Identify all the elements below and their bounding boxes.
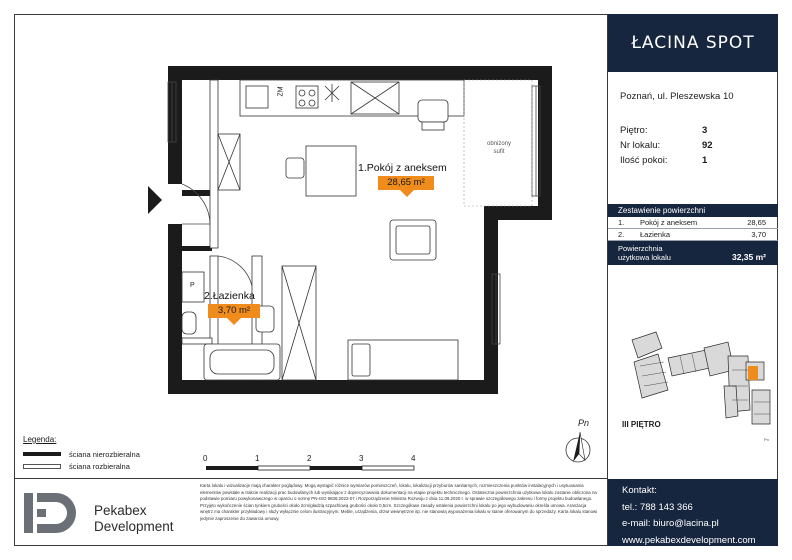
contact-title: Kontakt: <box>622 485 657 496</box>
contact-email[interactable]: e-mail: biuro@lacina.pl <box>622 518 719 529</box>
dining-table <box>286 146 356 196</box>
scale-tick-label: 4 <box>411 454 416 463</box>
contact-website[interactable]: www.pekabexdevelopment.com <box>622 534 756 546</box>
apartment-facts <box>620 123 770 168</box>
hall-wardrobe <box>282 266 316 380</box>
appliance-label: ZM <box>277 86 285 97</box>
legend-swatch-thick <box>23 452 61 456</box>
fridge-label: P <box>190 282 195 289</box>
scale-tick-label: 2 <box>307 454 312 463</box>
floor-plan-drawing <box>146 66 560 394</box>
frame-divider-horizontal <box>14 478 607 479</box>
total-value: 32,35 m² <box>731 252 766 262</box>
area-badge-living: 28,65 m² <box>378 176 434 190</box>
area-summary-row <box>608 217 778 229</box>
legend-item-label: ściana rozbieralna <box>69 461 130 471</box>
legend-item-removable <box>23 460 183 472</box>
brand-name: ŁACINA SPOT <box>631 33 755 53</box>
fact-row-room-count <box>620 153 770 168</box>
badge-pointer-bathroom <box>227 318 241 326</box>
ceiling-note-line-2: sufit <box>493 149 505 155</box>
row-room-area: 28,65 <box>747 218 766 227</box>
ceiling-note-line-1: obniżony <box>486 141 512 147</box>
row-room-name: Pokój z aneksem <box>640 218 698 227</box>
scale-tick-label: 0 <box>203 454 208 463</box>
fact-row-floor <box>620 123 770 138</box>
compass-icon <box>560 428 596 468</box>
fact-label: Nr lokalu: <box>620 140 661 151</box>
scale-tick-label: 3 <box>359 454 364 463</box>
fact-value: 92 <box>702 140 713 151</box>
armchair <box>390 220 436 260</box>
fact-label: Ilość pokoi: <box>620 155 668 166</box>
partition-walls <box>182 80 262 380</box>
total-label <box>618 244 671 262</box>
total-label-line-1: Powierzchnia <box>618 244 663 253</box>
fact-label: Piętro: <box>620 125 648 136</box>
row-number: 1. <box>618 218 625 227</box>
disclaimer: Karta lokalu i wizualizacje mają charakter poglądowy. Mogą wystąpić różnice wymiarów pomieszczeń, lokalu, lokalizacji przyborów sanitarnych, rozmieszczenia punktów instalacyjnych i usytuowania elementów powstałe w trakcie realizacji prac budowlanych lub wynikające z doprecyzowania dokumentacji na etapie projektu technicznego. Ostateczna powierzchnia użytkowa lokalu zostanie obliczona na podstawie pomiaru powykonawczego w oparciu o normę PN-ISO 9836:2022-07 i Rozporządzenie Ministra Rozwoju z dnia 11.09.2020 r. w sprawie szczegółowego zakresu i formy projektu budowlanego. Przyjęto wykończenie ścian tynkiem grubości około 2cm/gładzią szpachlową grubości około 0,5cm. Szczegółowe zasady ustalenia powierzchni lokalu po jego wybudowaniu określa umowa. Aranżacja wnętrz ma charakter przykładowy i służy wyłącznie celom ilustracyjnym. Meble, urządzenia, drzwi wewnętrzne itp. nie stanowią wyposażenia lokalu w stanie oferowanym do sprzedaży. Karta lokalu stanowi jedynie zaproszenie do zawarcia umowy. <box>200 483 598 521</box>
key-plan-north-label: Pn <box>764 437 769 442</box>
area-summary-row <box>608 229 778 241</box>
company-name <box>94 503 174 535</box>
floor-label: III PIĘTRO <box>622 420 661 429</box>
address: Poznań, ul. Pleszewska 10 <box>620 91 734 102</box>
fact-value: 3 <box>702 125 708 136</box>
row-number: 2. <box>618 230 625 239</box>
bathroom-fixtures <box>182 272 280 380</box>
area-summary-header: Zestawienie powierzchni <box>608 204 778 217</box>
contact-phone[interactable]: tel.: 788 143 366 <box>622 501 693 513</box>
north-label: Pn <box>578 418 590 428</box>
brand-header <box>608 14 778 72</box>
company-name-line-1: Pekabex <box>94 503 147 518</box>
legend-swatch-thin <box>23 464 61 469</box>
wardrobe <box>218 134 240 190</box>
room-label-living: 1.Pokój z aneksem <box>358 162 447 174</box>
total-label-line-2: użytkowa lokalu <box>618 253 671 262</box>
area-badge-bathroom: 3,70 m² <box>208 304 260 318</box>
legend-title: Legenda: <box>23 435 57 444</box>
row-room-area: 3,70 <box>751 230 766 239</box>
pekabex-logo-icon <box>22 491 86 535</box>
ceiling-note <box>474 140 524 156</box>
desk-chair <box>418 100 448 130</box>
legend-item-label: ściana nierozbieralna <box>69 449 140 459</box>
entrance-arrow-icon <box>148 186 162 214</box>
scale-bar <box>200 454 430 478</box>
legend <box>23 435 183 472</box>
room-label-bathroom: 2.Łazienka <box>204 290 255 302</box>
fact-value: 1 <box>702 155 708 166</box>
row-room-name: Łazienka <box>640 230 671 239</box>
scale-tick-label: 1 <box>255 454 260 463</box>
company-name-line-2: Development <box>94 519 174 534</box>
bathroom-door <box>218 256 252 286</box>
badge-pointer-living <box>400 190 414 198</box>
contact-box <box>608 479 778 546</box>
fact-row-unit-number <box>620 138 770 153</box>
scale-bar-graphic <box>200 454 430 478</box>
floor-plan <box>146 66 560 394</box>
bed <box>348 340 458 380</box>
area-summary-total <box>608 241 778 265</box>
north-arrow <box>560 418 596 468</box>
frame-divider-vertical <box>607 14 608 546</box>
area-summary <box>608 204 778 265</box>
key-plan-unit-marker <box>748 366 758 380</box>
legend-item-loadbearing <box>23 448 183 460</box>
